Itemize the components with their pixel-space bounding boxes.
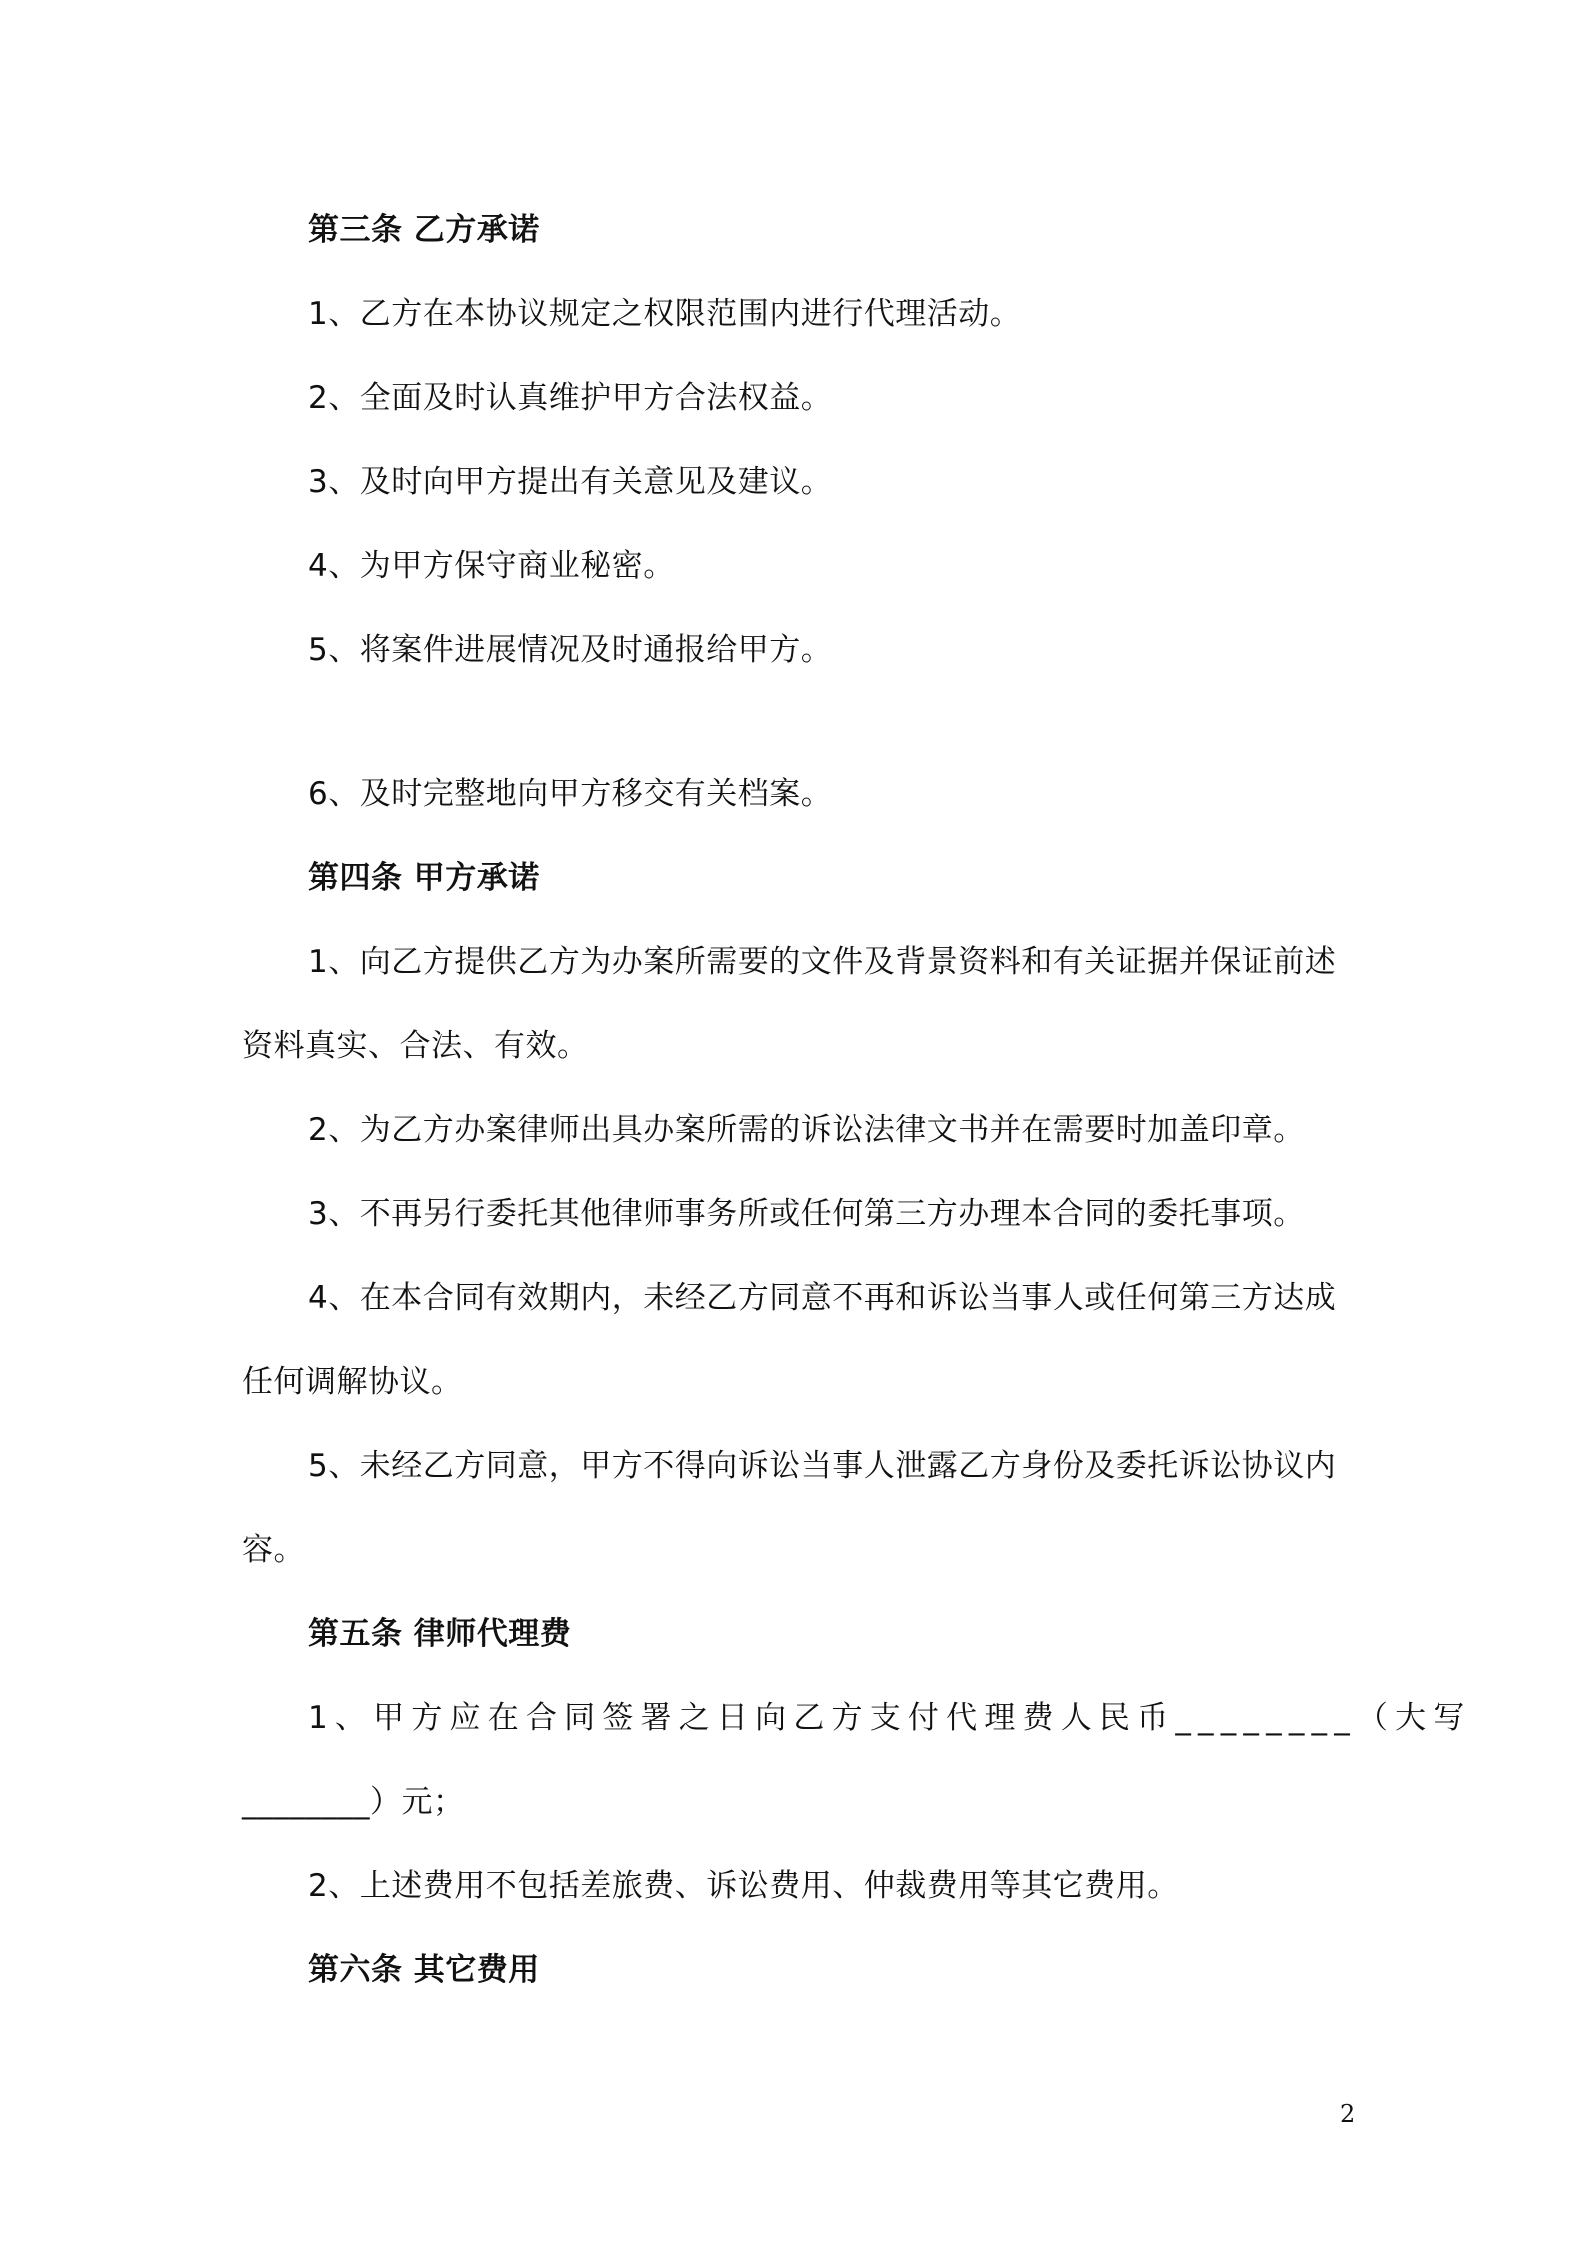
- article-3-item-3: 3、及时向甲方提出有关意见及建议。: [308, 464, 833, 500]
- article-5-heading: 第五条 律师代理费: [308, 1616, 572, 1652]
- article-4-item-2: 2、为乙方办案律师出具办案所需的诉讼法律文书并在需要时加盖印章。: [308, 1112, 1305, 1148]
- article-5-item-1-line-2: ________）元；: [242, 1784, 465, 1820]
- article-6-heading: 第六条 其它费用: [308, 1952, 540, 1988]
- article-3-item-2: 2、全面及时认真维护甲方合法权益。: [308, 380, 833, 416]
- article-4-item-1-line-1: 1、向乙方提供乙方为办案所需要的文件及背景资料和有关证据并保证前述: [308, 944, 1337, 980]
- article-5-item-1-line-1: 1、甲方应在合同签署之日向乙方支付代理费人民币________（大写: [308, 1700, 1472, 1736]
- article-5-item-2: 2、上述费用不包括差旅费、诉讼费用、仲裁费用等其它费用。: [308, 1868, 1179, 1904]
- page-number: 2: [1340, 2100, 1356, 2128]
- article-3-item-6: 6、及时完整地向甲方移交有关档案。: [308, 776, 833, 812]
- article-4-item-5-line-1: 5、未经乙方同意，甲方不得向诉讼当事人泄露乙方身份及委托诉讼协议内: [308, 1448, 1337, 1484]
- article-4-item-5-line-2: 容。: [242, 1532, 305, 1568]
- article-3-item-5: 5、将案件进展情况及时通报给甲方。: [308, 632, 833, 668]
- article-3-item-1: 1、乙方在本协议规定之权限范围内进行代理活动。: [308, 296, 1022, 332]
- article-3-heading: 第三条 乙方承诺: [308, 212, 540, 248]
- article-4-item-4-line-1: 4、在本合同有效期内，未经乙方同意不再和诉讼当事人或任何第三方达成: [308, 1280, 1337, 1316]
- article-4-heading: 第四条 甲方承诺: [308, 860, 540, 896]
- article-4-item-4-line-2: 任何调解协议。: [242, 1364, 463, 1400]
- article-4-item-1-line-2: 资料真实、合法、有效。: [242, 1028, 589, 1064]
- article-4-item-3: 3、不再另行委托其他律师事务所或任何第三方办理本合同的委托事项。: [308, 1196, 1305, 1232]
- article-3-item-4: 4、为甲方保守商业秘密。: [308, 548, 675, 584]
